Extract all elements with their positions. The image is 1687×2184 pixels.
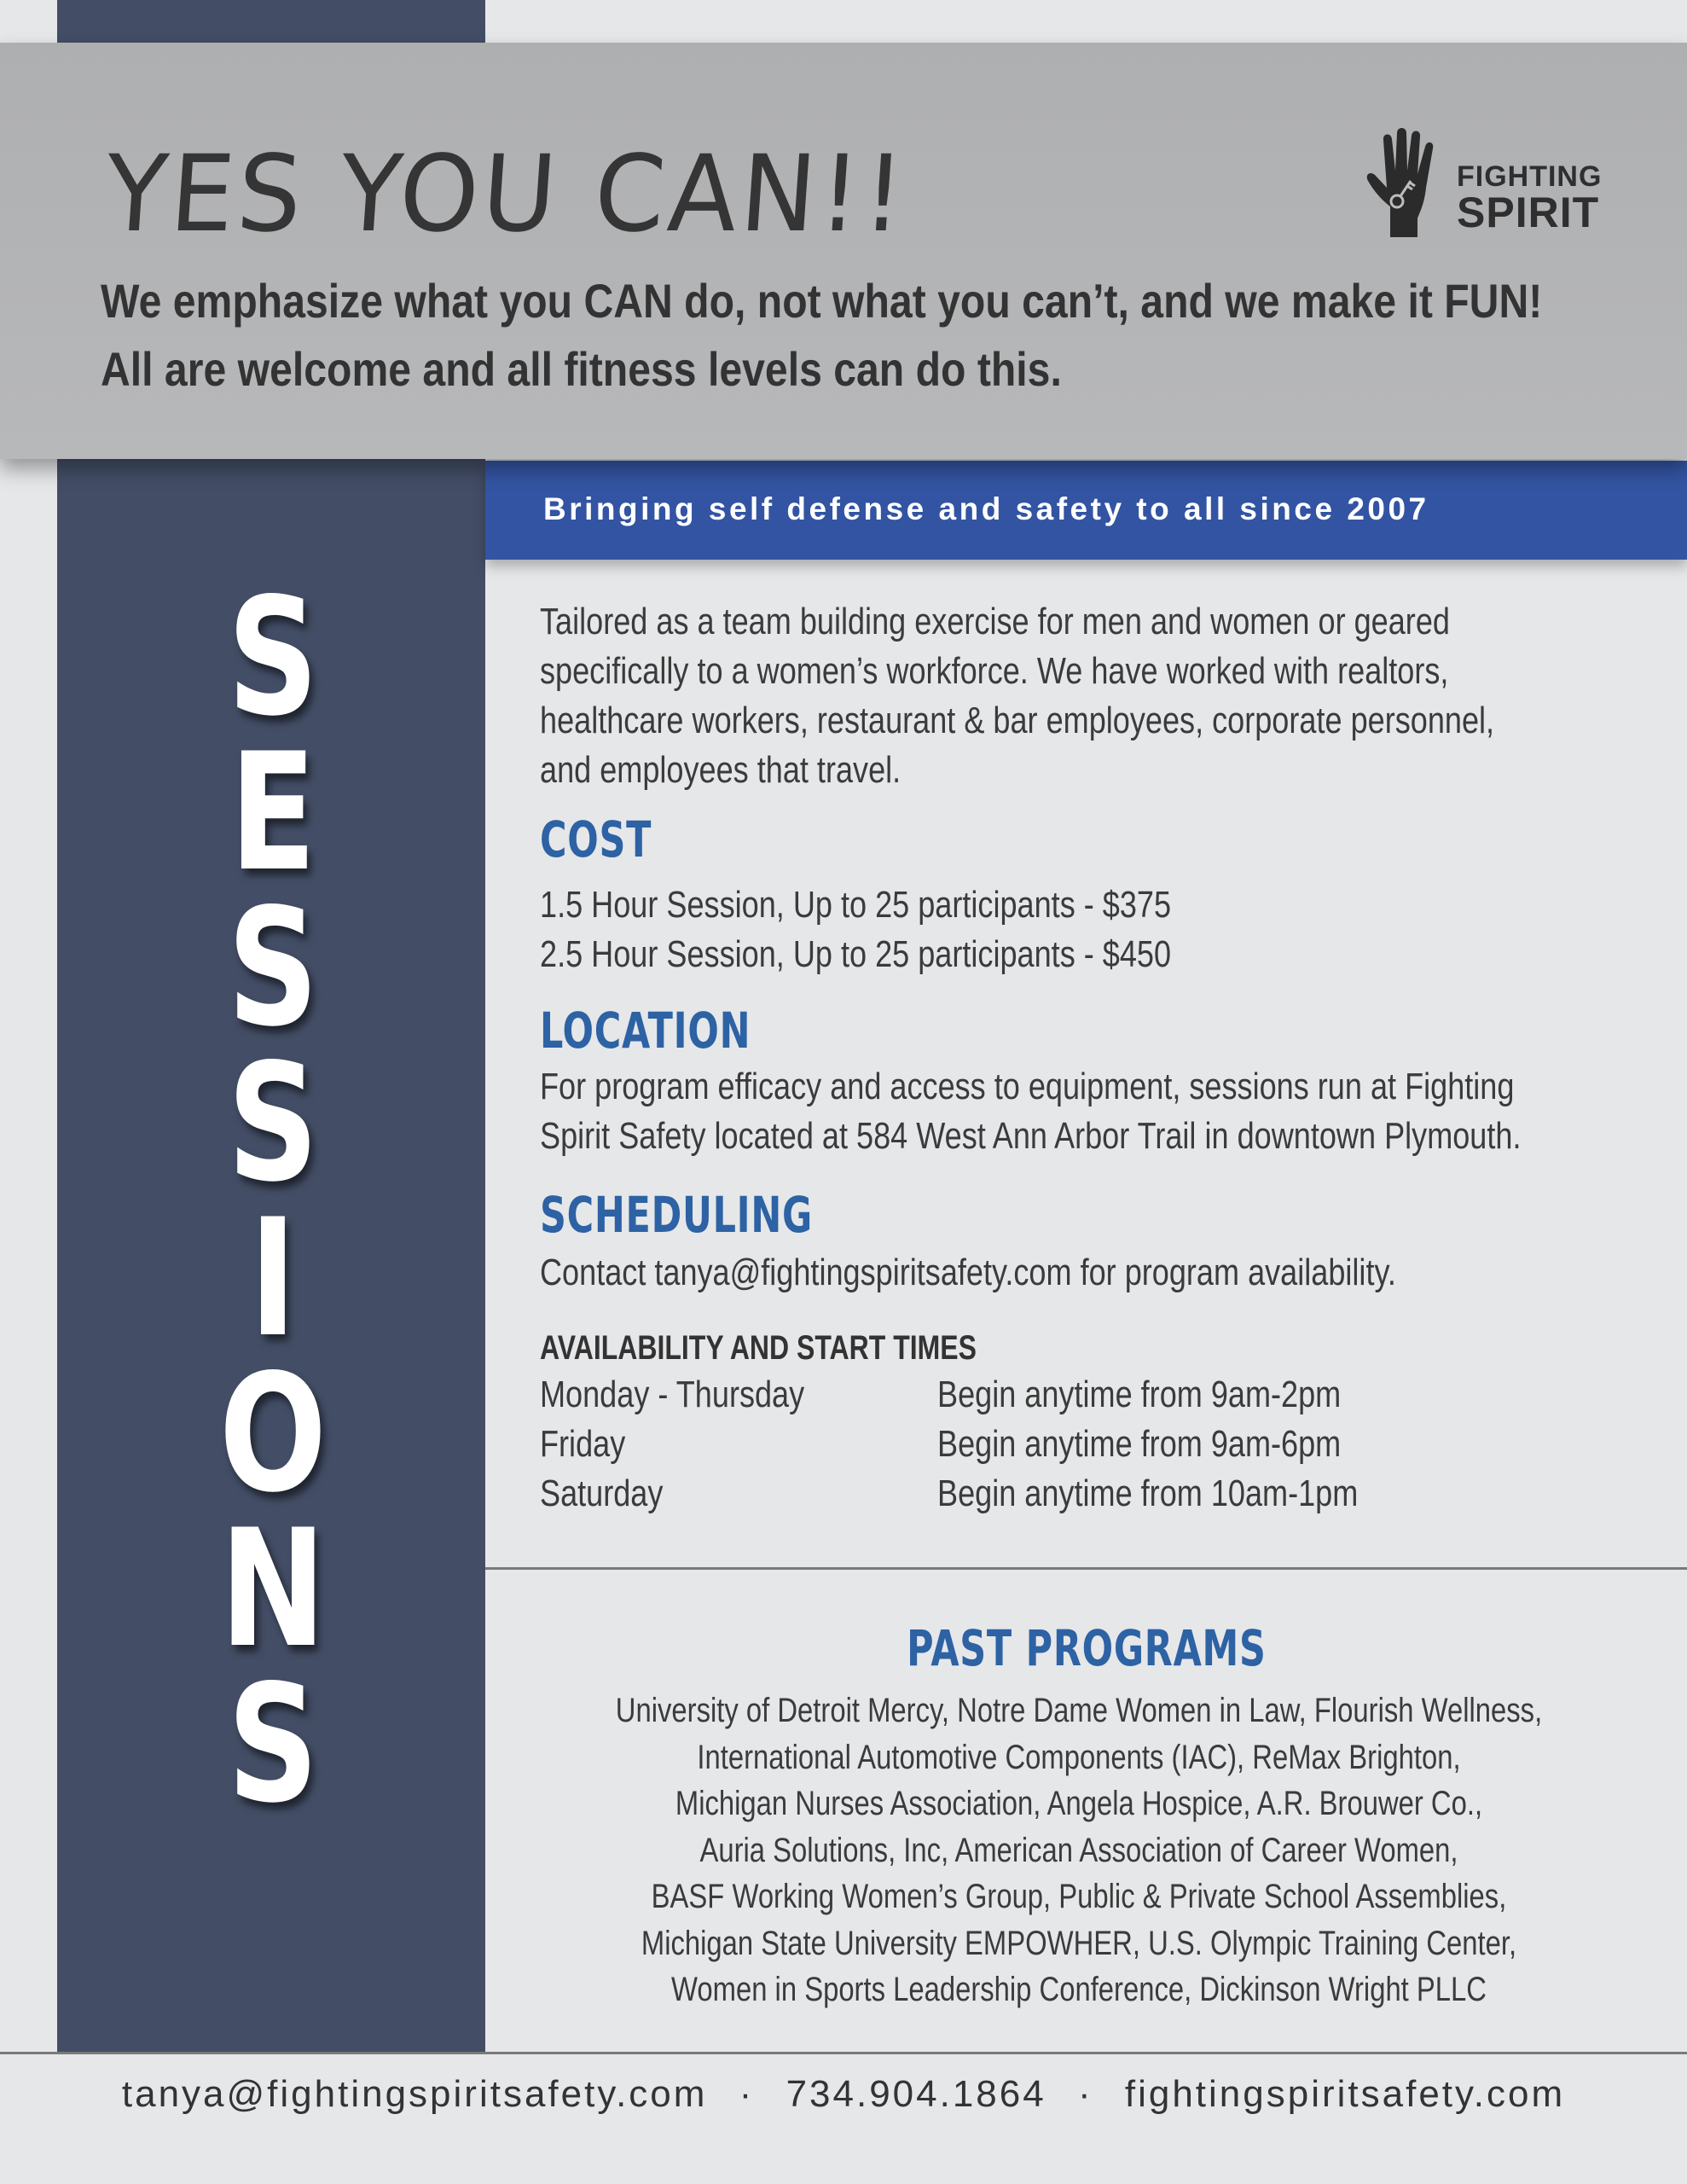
cost-heading: COST bbox=[540, 810, 652, 868]
footer-separator: · bbox=[1077, 2073, 1093, 2115]
logo-text-spirit: SPIRIT bbox=[1457, 189, 1600, 236]
hand-with-key-icon bbox=[1365, 128, 1450, 239]
scheduling-text: Contact tanya@fightingspiritsafety.com for program availability. bbox=[540, 1252, 1396, 1293]
intro-line: specifically to a women’s workforce. We have worked with realtors, bbox=[540, 650, 1449, 692]
past-program-line: Michigan Nurses Association, Angela Hospice, A.R. Brouwer Co., bbox=[675, 1785, 1483, 1822]
availability-day: Friday bbox=[540, 1423, 626, 1465]
intro-line: and employees that travel. bbox=[540, 749, 901, 791]
intro-paragraph bbox=[540, 597, 1589, 795]
footer-separator: · bbox=[739, 2073, 755, 2115]
past-program-line: International Automotive Components (IAC), ReMax Brighton, bbox=[697, 1738, 1461, 1776]
past-programs-heading-text: PAST PROGRAMS bbox=[906, 1619, 1267, 1677]
footer-contact bbox=[0, 2073, 1687, 2116]
tagline-banner bbox=[485, 461, 1687, 560]
past-program-line: University of Detroit Mercy, Notre Dame Women in Law, Flourish Wellness, bbox=[615, 1692, 1543, 1729]
title-letter: S bbox=[227, 1029, 319, 1217]
location-line: Spirit Safety located at 584 West Ann Arbor Trail in downtown Plymouth. bbox=[540, 1115, 1522, 1157]
title-letter: S bbox=[227, 1650, 319, 1838]
header-band bbox=[0, 43, 1687, 459]
title-letter: I bbox=[249, 1184, 297, 1373]
availability-time: Begin anytime from 9am-2pm bbox=[937, 1374, 1342, 1415]
past-program-line: Women in Sports Leadership Conference, Dickinson Wright PLLC bbox=[671, 1971, 1487, 2008]
availability-row bbox=[540, 1472, 1687, 1522]
cost-line: 2.5 Hour Session, Up to 25 participants - $450 bbox=[540, 933, 1172, 975]
headline: YES YOU CAN!! bbox=[101, 131, 912, 256]
title-letter: N bbox=[219, 1495, 327, 1683]
availability-time: Begin anytime from 9am-6pm bbox=[937, 1423, 1342, 1465]
title-letter: E bbox=[229, 718, 316, 907]
past-program-line: Auria Solutions, Inc, American Association of Career Women, bbox=[699, 1831, 1458, 1869]
past-programs-list bbox=[485, 1687, 1673, 2013]
tagline-line-1: We emphasize what you CAN do, not what you can’t, and we make it FUN! bbox=[101, 274, 1543, 328]
footer-website-link[interactable]: fightingspiritsafety.com bbox=[1124, 2073, 1566, 2115]
logo-text-fighting: FIGHTING bbox=[1457, 160, 1603, 193]
title-letter: O bbox=[219, 1339, 327, 1528]
fighting-spirit-logo bbox=[1365, 128, 1612, 239]
section-divider bbox=[485, 1567, 1687, 1570]
availability-row bbox=[540, 1423, 1687, 1472]
past-programs-heading bbox=[485, 1619, 1687, 1677]
availability-day: Saturday bbox=[540, 1472, 664, 1514]
availability-row bbox=[540, 1374, 1687, 1423]
tagline-line-2: All are welcome and all fitness levels can do this. bbox=[101, 342, 1062, 396]
footer-divider bbox=[0, 2052, 1687, 2054]
intro-line: healthcare workers, restaurant & bar employees, corporate personnel, bbox=[540, 700, 1495, 741]
location-heading: LOCATION bbox=[540, 1002, 751, 1060]
availability-heading: AVAILABILITY AND START TIMES bbox=[540, 1329, 977, 1367]
cost-line: 1.5 Hour Session, Up to 25 participants - $375 bbox=[540, 884, 1172, 926]
intro-line: Tailored as a team building exercise for men and women or geared bbox=[540, 601, 1450, 642]
scheduling-heading: SCHEDULING bbox=[540, 1186, 814, 1244]
availability-day: Monday - Thursday bbox=[540, 1374, 805, 1415]
availability-time: Begin anytime from 10am-1pm bbox=[937, 1472, 1359, 1514]
past-program-line: BASF Working Women’s Group, Public & Private School Assemblies, bbox=[651, 1878, 1507, 1915]
title-letter: S bbox=[227, 874, 319, 1062]
title-letter: S bbox=[227, 563, 319, 752]
footer-email-link[interactable]: tanya@fightingspiritsafety.com bbox=[121, 2073, 708, 2115]
location-line: For program efficacy and access to equipment, sessions run at Fighting bbox=[540, 1066, 1515, 1107]
footer-phone[interactable]: 734.904.1864 bbox=[786, 2073, 1046, 2115]
past-program-line: Michigan State University EMPOWHER, U.S. Olympic Training Center, bbox=[641, 1924, 1517, 1962]
banner-text: Bringing self defense and safety to all since 2007 bbox=[543, 491, 1429, 526]
vertical-title-sessions bbox=[179, 563, 367, 1838]
